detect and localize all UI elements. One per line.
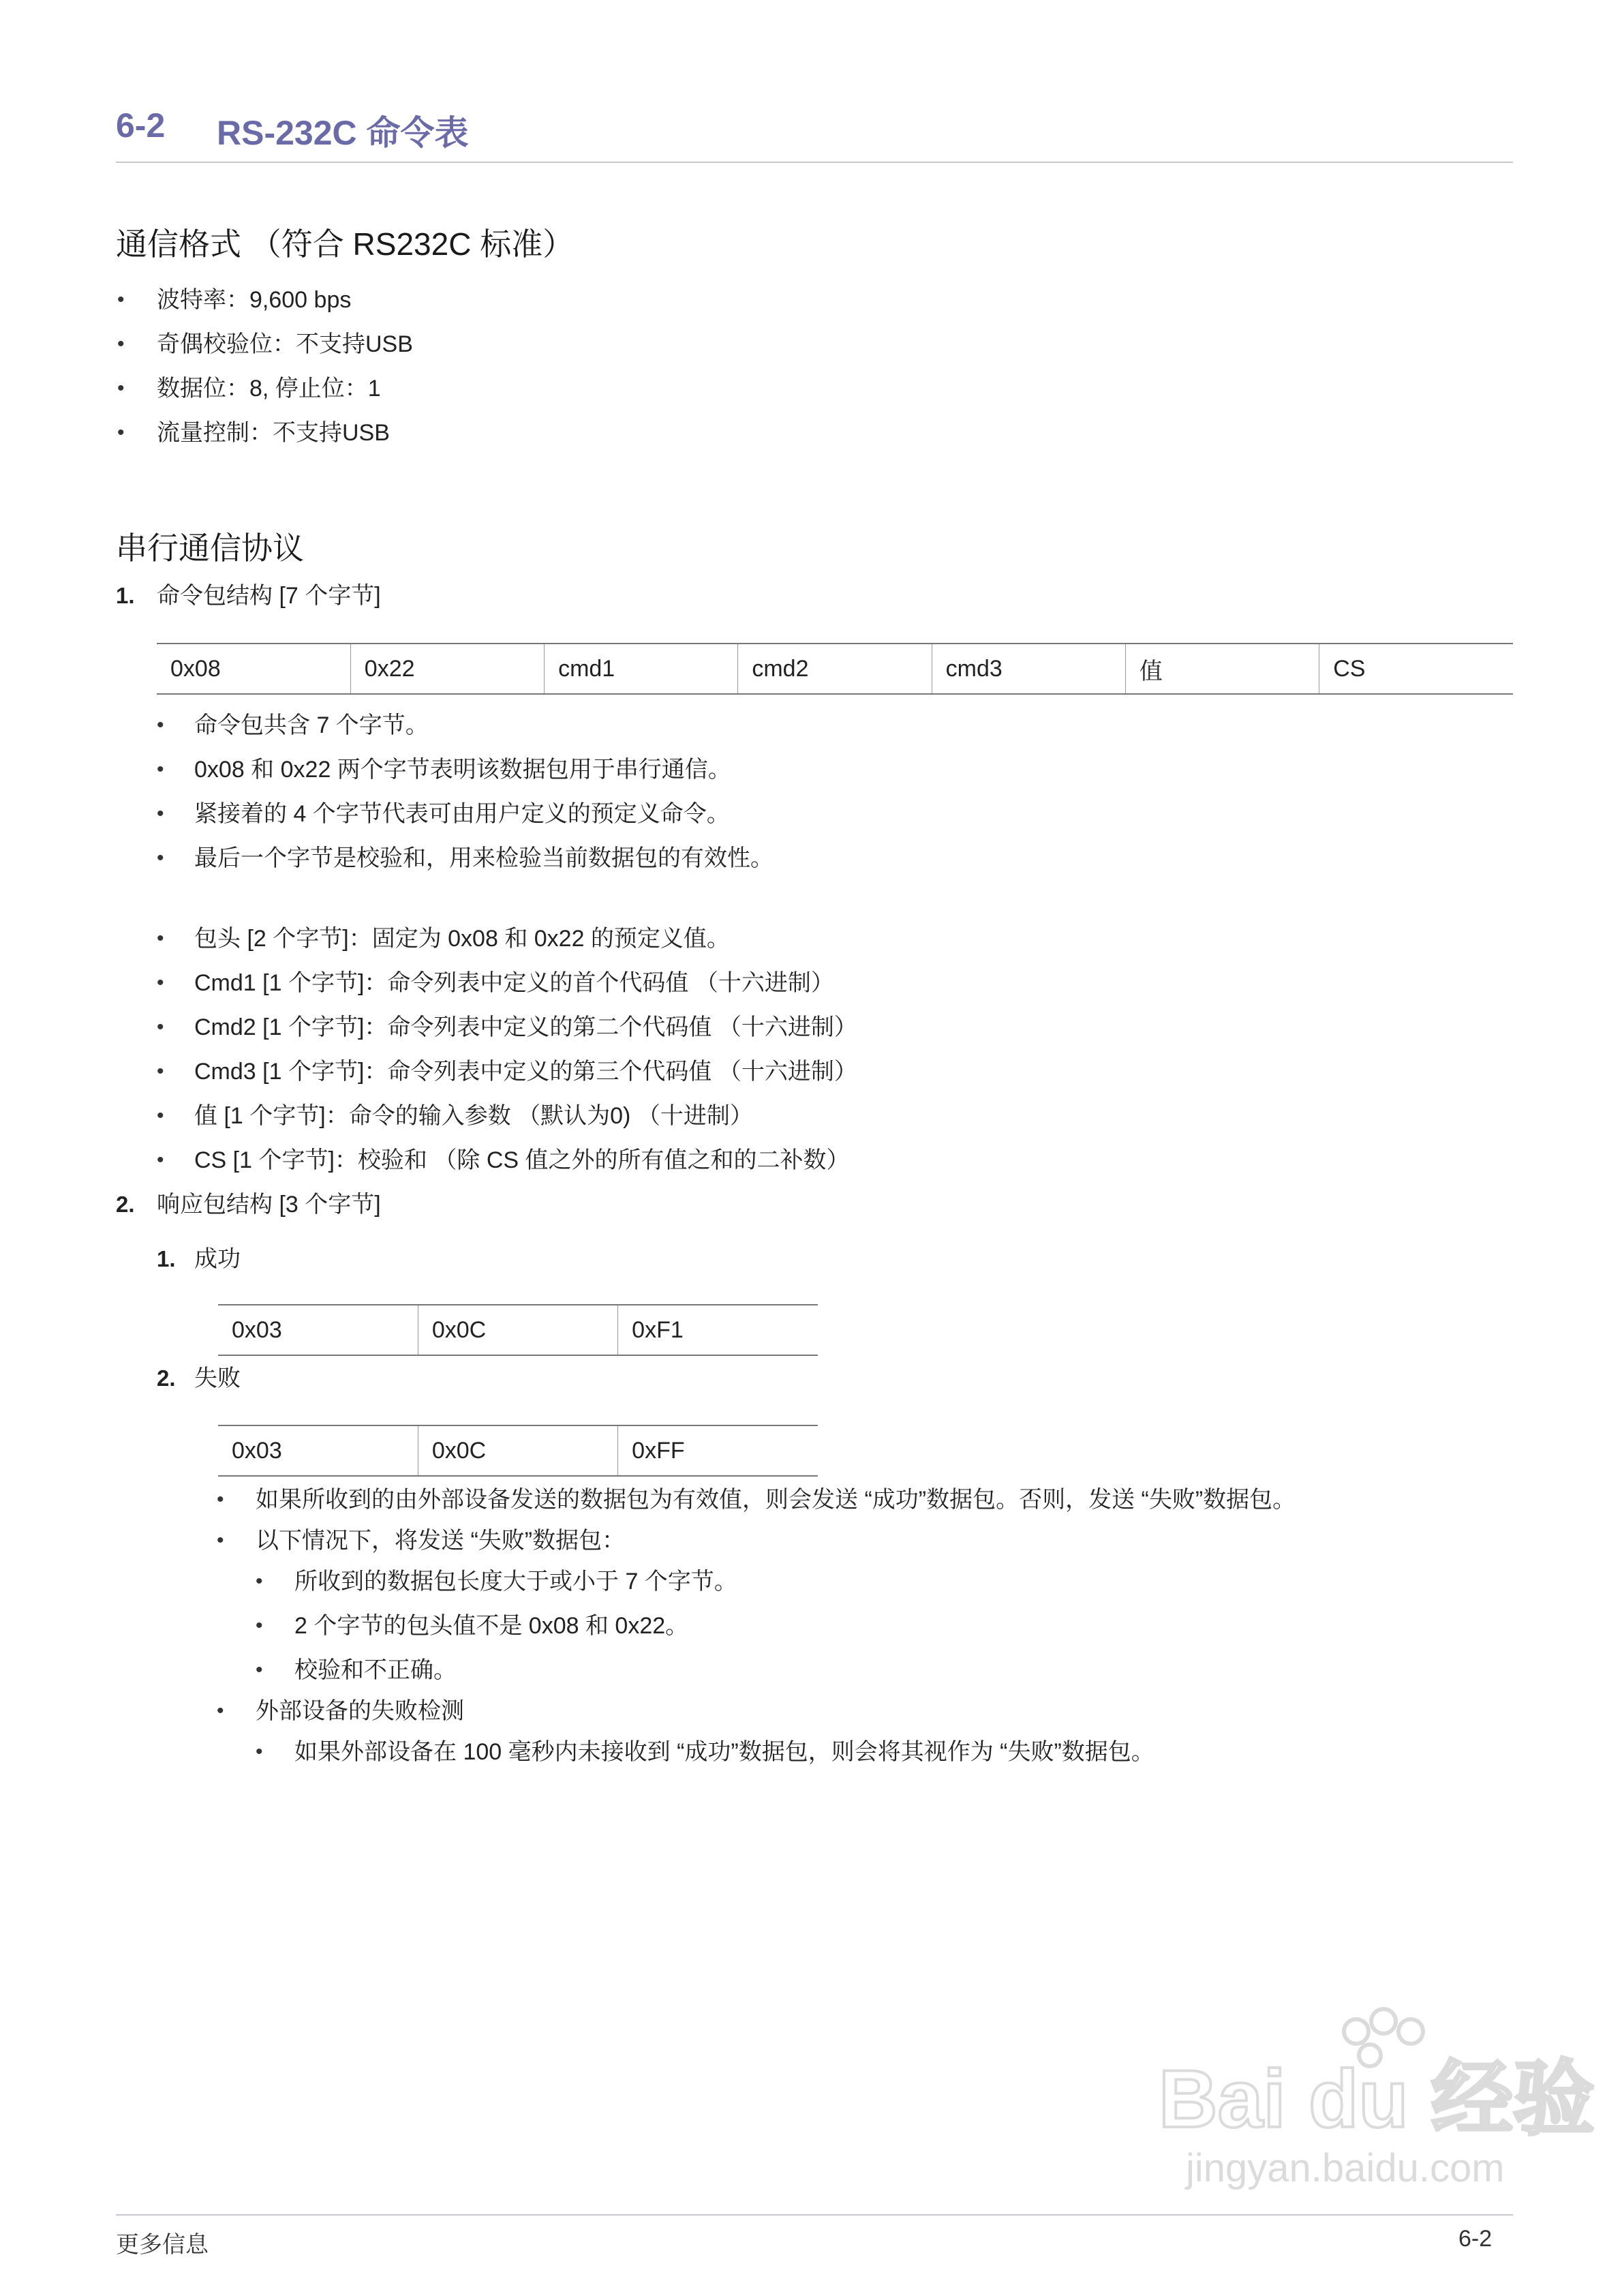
packet-byte: 0x22 [350, 644, 544, 694]
bullet: • [157, 714, 164, 736]
packet-byte: 0x08 [157, 644, 350, 694]
bullet: • [256, 1614, 263, 1637]
packet-byte: cmd2 [738, 644, 932, 694]
bullet: • [157, 1104, 164, 1127]
success-packet-table [218, 1304, 818, 1356]
step-number: 2. [116, 1192, 135, 1217]
comm-format-item: 流量控制：不支持USB [157, 420, 390, 446]
response-note: 外部设备的失败检测 [256, 1698, 464, 1724]
packet-byte: 0x0C [418, 1305, 617, 1355]
field-note: Cmd3 [1 个字节]：命令列表中定义的第三个代码值 （十六进制） [194, 1059, 857, 1085]
bullet: • [157, 758, 164, 781]
bullet: • [157, 927, 164, 950]
bullet: • [157, 1016, 164, 1038]
failure-case: 2 个字节的包头值不是 0x08 和 0x22。 [294, 1613, 689, 1639]
protocol-heading: 串行通信协议 [116, 530, 304, 566]
section-number: 6-2 [116, 106, 166, 145]
bullet: • [117, 421, 125, 444]
packet-byte: 0x0C [418, 1425, 617, 1476]
packet-note: 最后一个字节是校验和，用来检验当前数据包的有效性。 [194, 845, 774, 871]
bullet: • [217, 1700, 224, 1722]
field-note: CS [1 个字节]：校验和 （除 CS 值之外的所有值之和的二补数） [194, 1147, 850, 1173]
failure-case: 所收到的数据包长度大于或小于 7 个字节。 [294, 1569, 737, 1595]
baidu-jingyan-watermark [1152, 1991, 1595, 2195]
substep-label: 成功 [194, 1246, 241, 1272]
packet-note: 命令包共含 7 个字节。 [194, 712, 429, 738]
bullet: • [157, 1060, 164, 1083]
packet-byte: 0x03 [218, 1305, 418, 1355]
table-row [218, 1305, 818, 1355]
footer-rule [116, 2214, 1513, 2216]
step-number: 1. [116, 583, 135, 608]
step-label: 响应包结构 [3 个字节] [157, 1192, 381, 1218]
footer-page-number: 6-2 [1458, 2226, 1493, 2252]
bullet: • [117, 377, 125, 399]
bullet: • [256, 1659, 263, 1681]
failure-case: 校验和不正确。 [294, 1657, 457, 1683]
page-header [116, 106, 1513, 163]
bullet: • [217, 1529, 224, 1552]
substep-label: 失败 [194, 1365, 241, 1391]
bullet: • [256, 1570, 263, 1592]
packet-byte: 0xF1 [618, 1305, 818, 1355]
table-row [218, 1425, 818, 1476]
response-note: 以下情况下，将发送 “失败”数据包： [256, 1528, 626, 1554]
footer-more-info: 更多信息 [116, 2232, 209, 2258]
watermark-brand: Bai du 经验 [1159, 2053, 1595, 2145]
comm-format-item: 波特率：9,600 bps [157, 287, 352, 313]
page-title: RS-232C 命令表 [217, 114, 469, 152]
substep-number: 2. [157, 1365, 176, 1391]
table-row [157, 644, 1513, 694]
external-detail: 如果外部设备在 100 毫秒内未接收到 “成功”数据包，则会将其视作为 “失败”数据包。 [294, 1739, 1154, 1765]
bullet: • [157, 971, 164, 994]
packet-note: 紧接着的 4 个字节代表可由用户定义的预定义命令。 [194, 801, 730, 827]
response-note: 如果所收到的由外部设备发送的数据包为有效值，则会发送 “成功”数据包。否则，发送 “失败”数据包。 [256, 1487, 1296, 1513]
bullet: • [256, 1740, 263, 1763]
packet-byte: 值 [1125, 644, 1319, 694]
step-label: 命令包结构 [7 个字节] [157, 583, 381, 609]
packet-note: 0x08 和 0x22 两个字节表明该数据包用于串行通信。 [194, 757, 731, 783]
packet-byte: CS [1319, 644, 1513, 694]
packet-byte: cmd1 [545, 644, 738, 694]
packet-byte: 0x03 [218, 1425, 418, 1476]
bullet: • [157, 1149, 164, 1171]
command-packet-table [157, 643, 1513, 695]
bullet: • [117, 288, 125, 311]
bullet: • [157, 802, 164, 825]
comm-format-item: 数据位：8, 停止位：1 [157, 376, 381, 402]
substep-number: 1. [157, 1246, 176, 1271]
field-note: 值 [1 个字节]：命令的输入参数 （默认为0) （十进制） [194, 1103, 753, 1129]
watermark-url: jingyan.baidu.com [1186, 2146, 1505, 2190]
comm-format-heading: 通信格式 （符合 RS232C 标准） [116, 226, 575, 262]
failure-packet-table [218, 1425, 818, 1477]
field-note: Cmd2 [1 个字节]：命令列表中定义的第二个代码值 （十六进制） [194, 1014, 857, 1040]
bullet: • [157, 847, 164, 869]
field-note: Cmd1 [1 个字节]：命令列表中定义的首个代码值 （十六进制） [194, 970, 834, 996]
packet-byte: cmd3 [932, 644, 1125, 694]
comm-format-item: 奇偶校验位：不支持USB [157, 331, 413, 357]
bullet: • [217, 1488, 224, 1511]
packet-byte: 0xFF [618, 1425, 818, 1476]
field-note: 包头 [2 个字节]：固定为 0x08 和 0x22 的预定义值。 [194, 926, 730, 952]
bullet: • [117, 333, 125, 355]
